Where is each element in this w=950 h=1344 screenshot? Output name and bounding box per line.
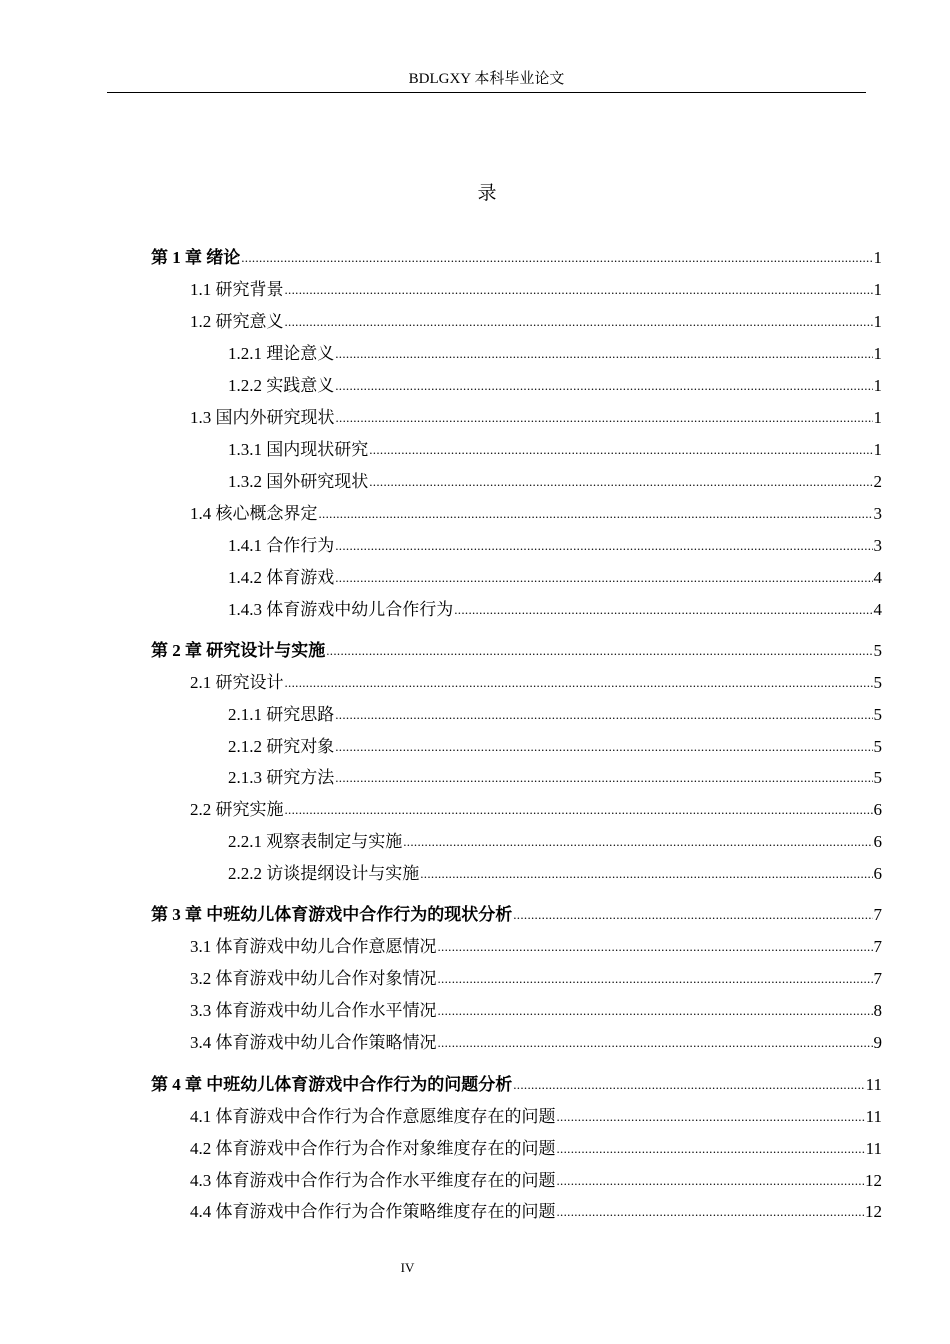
dot-leader: [335, 345, 872, 363]
toc-entry-label: 1.4.2 体育游戏: [228, 568, 335, 587]
toc-section-entry[interactable]: [190, 1105, 882, 1129]
toc-entry-label: 4.4 体育游戏中合作行为合作策略维度存在的问题: [190, 1202, 556, 1221]
toc-section-entry[interactable]: [228, 766, 882, 790]
toc-entry-label: 1.2 研究意义: [190, 312, 284, 331]
toc-entry-label: 3.4 体育游戏中幼儿合作策略情况: [190, 1033, 437, 1052]
toc-entry-page: 6: [873, 800, 882, 819]
dot-leader: [438, 970, 873, 988]
toc-section-entry[interactable]: [190, 999, 882, 1023]
toc-chapter-entry[interactable]: [151, 639, 882, 663]
toc-entry-page: 11: [865, 1075, 882, 1094]
dot-leader: [336, 409, 873, 427]
dot-leader: [319, 505, 873, 523]
toc-section-entry[interactable]: [228, 438, 882, 462]
dot-leader: [285, 674, 873, 692]
toc-entry-label: 第 3 章 中班幼儿体育游戏中合作行为的现状分析: [151, 905, 513, 924]
toc-section-entry[interactable]: [228, 374, 882, 398]
toc-section-entry[interactable]: [190, 967, 882, 991]
toc-entry-label: 1.4 核心概念界定: [190, 504, 318, 523]
toc-chapter-entry[interactable]: [151, 1073, 882, 1097]
dot-leader: [557, 1108, 865, 1126]
toc-entry-label: 1.3.2 国外研究现状: [228, 472, 369, 491]
toc-section-entry[interactable]: [228, 830, 882, 854]
dot-leader: [438, 1034, 873, 1052]
dot-leader: [285, 801, 873, 819]
toc-title: 录: [477, 183, 497, 204]
toc-entry-label: 第 4 章 中班幼儿体育游戏中合作行为的问题分析: [151, 1075, 513, 1094]
toc-section-entry[interactable]: [190, 935, 882, 959]
toc-entry-label: 1.4.3 体育游戏中幼儿合作行为: [228, 600, 454, 619]
toc-entry-page: 1: [873, 344, 882, 363]
toc-entry-label: 第 1 章 绪论: [151, 248, 241, 267]
dot-leader: [335, 537, 872, 555]
toc-entry-page: 5: [873, 768, 882, 787]
toc-entry-page: 9: [873, 1033, 882, 1052]
toc-section-entry[interactable]: [228, 342, 882, 366]
dot-leader: [438, 938, 873, 956]
toc-entry-page: 5: [873, 673, 882, 692]
toc-entry-label: 3.3 体育游戏中幼儿合作水平情况: [190, 1001, 437, 1020]
dot-leader: [438, 1002, 873, 1020]
toc-entry-page: 1: [873, 248, 882, 267]
page-number: IV: [400, 1260, 415, 1275]
toc-section-entry[interactable]: [190, 1200, 882, 1224]
toc-entry-label: 1.2.2 实践意义: [228, 376, 335, 395]
toc-entry-page: 8: [873, 1001, 882, 1020]
toc-entry-label: 1.3 国内外研究现状: [190, 408, 335, 427]
toc-entry-label: 1.1 研究背景: [190, 280, 284, 299]
toc-entry-label: 3.2 体育游戏中幼儿合作对象情况: [190, 969, 437, 988]
toc-entry-label: 2.2.1 观察表制定与实施: [228, 832, 403, 851]
toc-entry-page: 5: [873, 737, 882, 756]
toc-entry-label: 4.3 体育游戏中合作行为合作水平维度存在的问题: [190, 1171, 556, 1190]
toc-entry-page: 2: [873, 472, 882, 491]
toc-entry-page: 5: [873, 705, 882, 724]
toc-entry-page: 5: [873, 641, 882, 660]
toc-entry-label: 2.2 研究实施: [190, 800, 284, 819]
dot-leader: [285, 313, 873, 331]
dot-leader: [285, 281, 873, 299]
toc-section-entry[interactable]: [228, 534, 882, 558]
dot-leader: [335, 738, 872, 756]
dot-leader: [335, 769, 872, 787]
toc-entry-label: 1.4.1 合作行为: [228, 536, 335, 555]
toc-entry-page: 1: [873, 312, 882, 331]
toc-entry-label: 2.1.1 研究思路: [228, 705, 335, 724]
dot-leader: [335, 706, 872, 724]
toc-section-entry[interactable]: [190, 1169, 882, 1193]
toc-entry-page: 11: [865, 1139, 882, 1158]
toc-entry-page: 4: [873, 600, 882, 619]
dot-leader: [513, 906, 872, 924]
toc-entry-label: 2.2.2 访谈提纲设计与实施: [228, 864, 420, 883]
toc-entry-page: 4: [873, 568, 882, 587]
toc-entry-page: 3: [873, 536, 882, 555]
running-header: BDLGXY 本科毕业论文: [408, 71, 565, 87]
toc-section-entry[interactable]: [190, 310, 882, 334]
dot-leader: [335, 569, 872, 587]
toc-section-entry[interactable]: [228, 566, 882, 590]
toc-entry-label: 2.1.2 研究对象: [228, 737, 335, 756]
toc-entry-page: 12: [865, 1171, 882, 1190]
toc-entry-page: 1: [873, 376, 882, 395]
toc-section-entry[interactable]: [190, 798, 882, 822]
toc-entry-label: 1.2.1 理论意义: [228, 344, 335, 363]
toc-section-entry[interactable]: [228, 862, 882, 886]
dot-leader: [557, 1172, 865, 1190]
toc-section-entry[interactable]: [228, 470, 882, 494]
toc-entry-page: 1: [873, 408, 882, 427]
dot-leader: [335, 377, 872, 395]
toc-chapter-entry[interactable]: [151, 246, 882, 270]
dot-leader: [403, 833, 872, 851]
dot-leader: [369, 473, 872, 491]
toc-entry-page: 3: [873, 504, 882, 523]
toc-section-entry[interactable]: [190, 502, 882, 526]
toc-section-entry[interactable]: [228, 598, 882, 622]
dot-leader: [557, 1203, 865, 1221]
toc-entry-label: 第 2 章 研究设计与实施: [151, 641, 326, 660]
toc-section-entry[interactable]: [190, 1031, 882, 1055]
toc-entry-page: 7: [873, 969, 882, 988]
toc-entry-page: 7: [873, 905, 882, 924]
toc-entry-page: 1: [873, 440, 882, 459]
toc-section-entry[interactable]: [228, 735, 882, 759]
dot-leader: [513, 1076, 864, 1094]
toc-chapter-entry[interactable]: [151, 903, 882, 927]
toc-entry-label: 2.1.3 研究方法: [228, 768, 335, 787]
toc-entry-page: 11: [865, 1107, 882, 1126]
dot-leader: [557, 1140, 865, 1158]
toc-entry-page: 6: [873, 864, 882, 883]
toc-entry-page: 7: [873, 937, 882, 956]
toc-entry-page: 6: [873, 832, 882, 851]
toc-section-entry[interactable]: [190, 671, 882, 695]
toc-entry-label: 1.3.1 国内现状研究: [228, 440, 369, 459]
toc-entry-label: 3.1 体育游戏中幼儿合作意愿情况: [190, 937, 437, 956]
dot-leader: [326, 642, 872, 660]
toc-entry-page: 1: [873, 280, 882, 299]
toc-section-entry[interactable]: [190, 278, 882, 302]
toc-entry-label: 4.2 体育游戏中合作行为合作对象维度存在的问题: [190, 1139, 556, 1158]
toc-entry-label: 4.1 体育游戏中合作行为合作意愿维度存在的问题: [190, 1107, 556, 1126]
dot-leader: [420, 865, 872, 883]
toc-entry-label: 2.1 研究设计: [190, 673, 284, 692]
toc-section-entry[interactable]: [190, 406, 882, 430]
dot-leader: [369, 441, 872, 459]
dot-leader: [241, 249, 872, 267]
toc-entry-page: 12: [865, 1202, 882, 1221]
toc-section-entry[interactable]: [190, 1137, 882, 1161]
toc-section-entry[interactable]: [228, 703, 882, 727]
dot-leader: [454, 601, 872, 619]
